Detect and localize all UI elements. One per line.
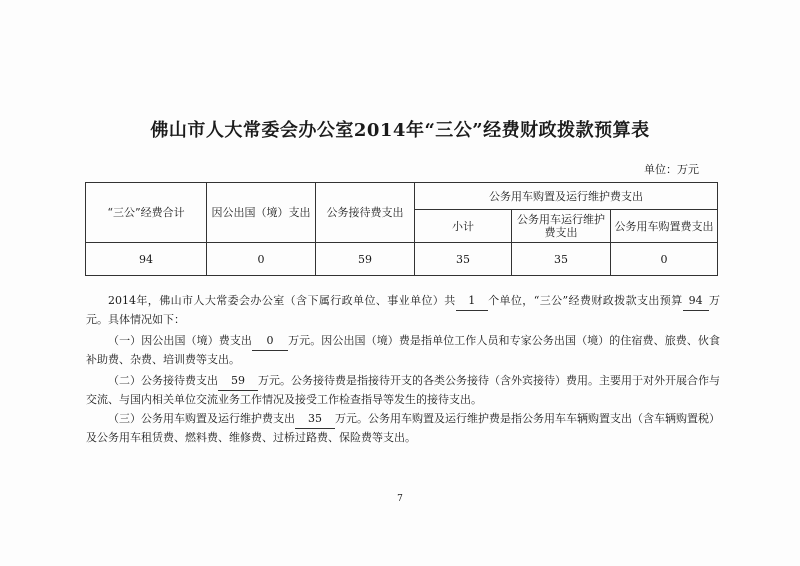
table-header-row [86,183,718,210]
header-total: “三公”经费合计 [86,183,207,243]
units-count: 1 [456,292,488,311]
page-number: 7 [397,494,403,504]
vehicle-text-a: （三）公务用车购置及运行维护费支出 [108,412,295,425]
value-vehicle-operation: 35 [512,243,611,276]
page-title: 佛山市人大常委会办公室2014年“三公”经费财政拨款预算表 [150,120,650,141]
vehicle-text-b: 万元。公务用车购置及运行维护费是指公务用车车辆购置支出（含车辆购置税）及公务用车租赁费、燃料费、维修费、过桥过路费、保险费等支出。 [86,412,720,444]
header-subtotal: 小计 [415,210,512,243]
value-abroad: 0 [207,243,316,276]
abroad-amount: 0 [252,332,288,351]
abroad-text-b: 万元。因公出国（境）费是指单位工作人员和专家公务出国（境）的住宿费、旅费、伙食补助费、杂费、培训费等支出。 [86,334,720,366]
value-reception: 59 [316,243,415,276]
header-vehicle-purchase: 公务用车购置费支出 [611,210,718,243]
vehicle-amount: 35 [295,410,335,429]
intro-text-b: 个单位，“三公”经费财政拨款支出预算 [487,294,683,307]
header-reception: 公务接待费支出 [316,183,415,243]
paragraph-reception [86,372,720,409]
budget-table [85,182,718,276]
reception-text-b: 万元。公务接待费是指接待开支的各类公务接待（含外宾接待）费用。主要用于对外开展合作与交流、与国内相关单位交流业务工作情况及接受工作检查指导等发生的接待支出。 [86,374,720,406]
reception-text-a: （二）公务接待费支出 [108,374,218,387]
header-vehicle-operation: 公务用车运行维护费支出 [512,210,611,243]
value-vehicle-purchase: 0 [611,243,718,276]
unit-label: 单位：万元 [644,163,699,176]
header-abroad: 因公出国（境）支出 [207,183,316,243]
paragraph-vehicle [86,410,720,447]
total-amount: 94 [683,292,709,311]
paragraph-abroad [86,332,720,369]
paragraph-intro [86,292,720,329]
intro-text-a: 2014年，佛山市人大常委会办公室（含下属行政单位、事业单位）共 [108,294,456,307]
value-total: 94 [86,243,207,276]
intro-text-c: 万元。具体情况如下： [86,294,720,326]
table-row [86,243,718,276]
value-subtotal: 35 [415,243,512,276]
abroad-text-a: （一）因公出国（境）费支出 [108,334,252,347]
reception-amount: 59 [218,372,258,391]
header-vehicle-group: 公务用车购置及运行维护费支出 [415,183,718,210]
